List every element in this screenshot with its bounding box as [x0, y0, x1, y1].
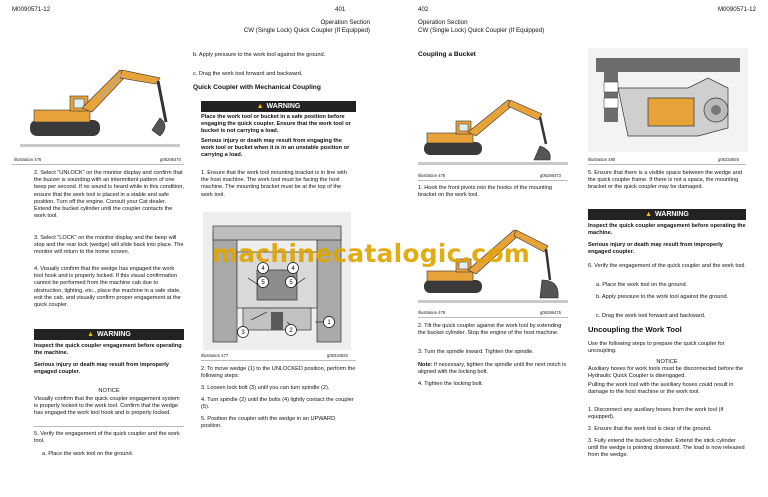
notice-text: Visually confirm that the quick coupler engagement system is properly locked to the work tool. Confirm that the wedge has engaged the work tool hook and is properly locked. [34, 396, 180, 417]
step-6b: b. Apply pressure to the work tool against the ground. [596, 294, 729, 300]
warning-label: WARNING [266, 103, 301, 110]
notice-label: NOTICE [98, 388, 120, 394]
uncoupling-step-2: 2. Ensure that the work tool is clear of the ground. [588, 426, 712, 432]
step-6c: c. Drag the work tool forward and backward. [596, 313, 706, 319]
step-6a: a. Place the work tool on the ground. [596, 282, 688, 288]
divider [34, 426, 184, 427]
step-b: b. Apply pressure to the work tool against the ground. [193, 52, 326, 58]
warning-bar [588, 209, 746, 220]
step-c: c. Drag the work tool forward and backward. [193, 71, 303, 77]
divider [201, 360, 356, 361]
step-1-hook: 1. Hook the front pivots into the hooks of the mounting bracket on the work tool. [418, 185, 553, 199]
warning-text: Place the work tool or bucket in a safe position before engaging the quick coupler. Ensure that the work tool or bucket is not carrying a load. [201, 114, 351, 135]
coupler-wedge-illustration-480 [588, 48, 748, 152]
callout-5a-text: 5 [261, 280, 265, 287]
ill478-label: Illustration 478 [418, 173, 446, 178]
warning-bar-2 [34, 329, 184, 340]
callout-2-text: 2 [289, 328, 293, 335]
step-4-verify: 4. Visually confirm that the wedge has engaged the work tool hook and is properly locked. If this visual confirmation cannot be performed from the machine cab due to obstruction, lighting, etc., place the machine in a safe state, exit the cab, and visually confirm proper engagement at the quick coupler. [34, 266, 181, 309]
ill480-code: g06334926 [718, 157, 739, 162]
page-number: 402 [418, 6, 429, 13]
step-5-position: 5. Position the coupler with the wedge in an UPWARD position. [201, 416, 336, 430]
excavator-illustration-478 [418, 90, 568, 168]
warning-text-2: Serious injury or death may result from improperly engaged coupler. [588, 242, 723, 256]
step-2-tilt: 2. Tilt the quick coupler against the work tool by extending the bucket cylinder. Stop the engine of the host machine. [418, 323, 562, 337]
note-label: Note: [418, 362, 433, 368]
uncoupling-step-1: 1. Disconnect any auxiliary hoses from the work tool (if equipped). [588, 407, 724, 421]
excavator-illustration-476 [20, 48, 180, 152]
ill476-label: Illustration 476 [14, 157, 42, 162]
uncoupling-step-3: 3. Fully extend the bucket cylinder. Extend the stick cylinder until the wedge is pointing downward. The load is now released from the wedge. [588, 438, 745, 459]
warning-triangle-icon: ▲ [645, 211, 653, 218]
callout-3-text: 3 [241, 330, 245, 337]
divider [12, 164, 184, 165]
callout-4a-text: 4 [261, 266, 265, 273]
step-5-space: 5. Ensure that there is a visible space between the wedge and the quick coupler frame. If there is not a space, the mounting bracket or the quick coupler may be damaged. [588, 170, 742, 191]
step-4-tighten: 4. Tighten the locking bolt. [418, 381, 483, 387]
doc-id: M0090571-12 [12, 6, 51, 13]
warning-text-3: Inspect the quick coupler engagement before operating the machine. [34, 343, 182, 357]
callout-4b-text: 4 [291, 266, 295, 273]
callout-5b-text: 5 [289, 280, 293, 287]
step-1-ensure: 1. Ensure that the work tool mounting bracket is in line with the host machine. The work tool must be facing the host machine. The mounting bracket must be at the top of the work tool. [201, 170, 347, 198]
heading-uncoupling: Uncoupling the Work Tool [588, 325, 682, 334]
ill479-label: Illustration 479 [418, 310, 446, 315]
ill480-label: Illustration 480 [588, 157, 616, 162]
callout-2 [286, 325, 297, 336]
warning-label: WARNING [655, 211, 689, 218]
coupler-diagram-477 [203, 212, 351, 350]
watermark: machinecatalogic.com [212, 239, 530, 268]
step-3-turn: 3. Turn the spindle inward. Tighten the spindle. [418, 349, 534, 355]
callout-5b [286, 277, 297, 288]
step-6-verify: 6. Verify the engagement of the quick coupler and the work tool. [588, 263, 746, 269]
step-2-unlock: 2. Select "UNLOCK" on the monitor display and confirm that the buzzer is sounding with an intermittent pattern of one beep per second. If no sound is heard while in this condition, ensure that the work tool is placed in a stable and safe position. Turn off the engine. Consult your Cat dealer. Extend the bucket cylinder until the coupler contacts the work tool. [34, 170, 184, 220]
uncoupling-intro: Use the following steps to prepare the quick coupler for uncoupling. [588, 341, 725, 355]
warning-triangle-icon: ▲ [256, 103, 264, 110]
ill477-label: Illustration 477 [201, 353, 229, 358]
step-4-turn: 4. Turn spindle (2) until the bolts (4) lightly contact the coupler (5). [201, 397, 354, 411]
divider [588, 164, 746, 165]
pulling-text: Pulling the work tool with the auxiliary hoses could result in damage to the host machine or the work tool. [588, 382, 734, 396]
warning-triangle-icon: ▲ [87, 331, 95, 338]
ill476-code: g06286470 [160, 157, 181, 162]
notice-label: NOTICE [656, 359, 678, 365]
step-3-lock: 3. Select "LOCK" on the monitor display and the beep will stop and the rear lock (wedge) will slide back into place. The monitor will return to the home screen. [34, 235, 184, 256]
warning-label-2: WARNING [97, 331, 131, 338]
warning-text-2: Serious injury or death may result from engaging the work tool or bucket when it is in an unstable position or carrying a load. [201, 138, 350, 159]
section-title: Operation Section [320, 19, 370, 26]
warning-text-4: Serious injury or death may result from improperly engaged coupler. [34, 362, 169, 376]
warning-bar [201, 101, 356, 112]
ill477-code: g06334920 [327, 353, 348, 358]
callout-1 [324, 317, 335, 328]
step-2-wedge: 2. To move wedge (1) to the UNLOCKED position, perform the following steps: [201, 366, 356, 380]
subsection-title: CW (Single Lock) Quick Coupler (If Equipped) [243, 27, 370, 34]
section-title: Operation Section [418, 19, 468, 26]
warning-text: Inspect the quick coupler engagement before operating the machine. [588, 223, 746, 237]
ill478-code: g06286473 [540, 173, 561, 178]
note [418, 362, 568, 376]
page-number: 401 [335, 6, 346, 13]
note-text: If necessary, tighten the spindle until the next notch is aligned with the locking bolt. [418, 362, 567, 376]
step-5a: a. Place the work tool on the ground. [42, 451, 134, 457]
heading-coupling-bucket: Coupling a Bucket [418, 51, 476, 58]
callout-3 [238, 327, 249, 338]
divider [418, 317, 568, 318]
heading-mechanical-coupling: Quick Coupler with Mechanical Coupling [193, 84, 321, 91]
subsection-title: CW (Single Lock) Quick Coupler (If Equipped) [418, 27, 545, 34]
doc-id: M0090571-12 [717, 6, 756, 13]
divider [418, 180, 568, 181]
ill479-code: g06286475 [540, 310, 561, 315]
step-5-verify: 5. Verify the engagement of the quick coupler and the work tool. [34, 431, 180, 445]
step-3-loosen: 3. Loosen lock bolt (3) until you can turn spindle (2). [201, 385, 330, 391]
callout-1-text: 1 [327, 320, 331, 327]
notice-text: Auxiliary hoses for work tools must be disconnected before the Hydraulic Quick Coupler is disengaged. [588, 366, 744, 380]
callout-5a [258, 277, 269, 288]
